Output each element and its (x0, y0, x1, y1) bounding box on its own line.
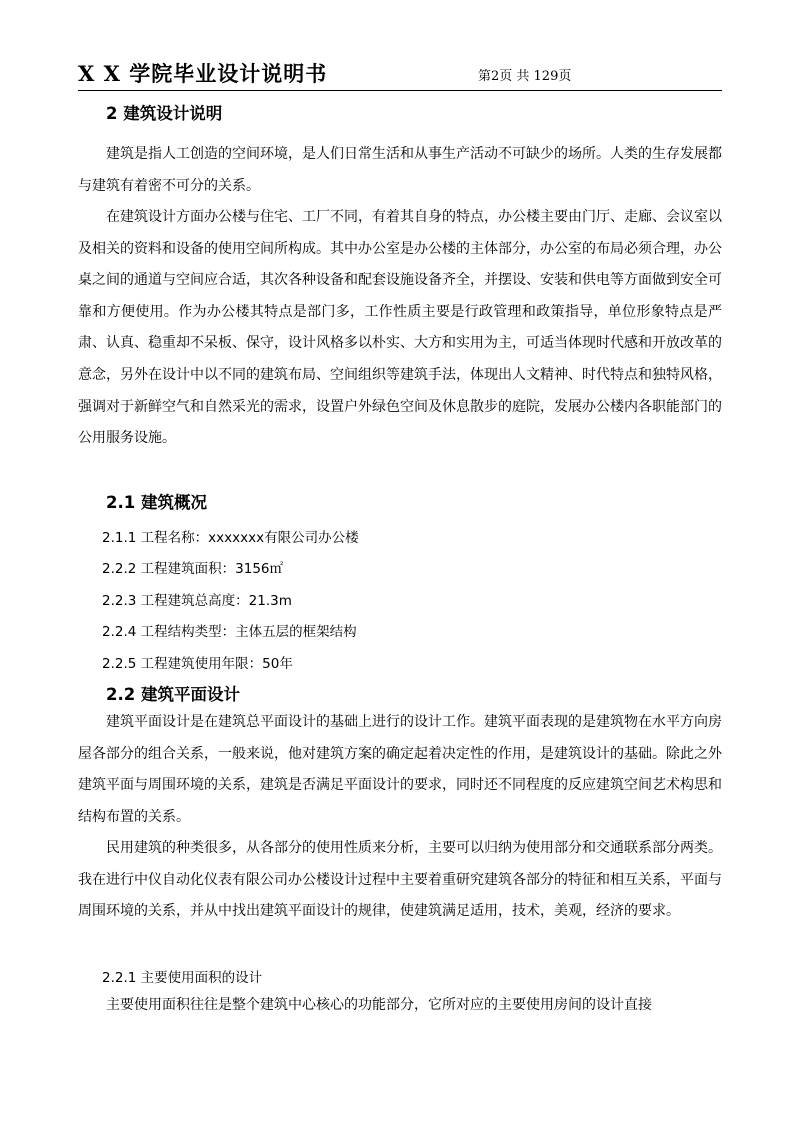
header-page-info: 第2页 共 129页 (478, 69, 572, 84)
item-2-2-2: 2.2.2 工程建筑面积：3156㎡ (102, 561, 283, 577)
item-2-2-5: 2.2.5 工程建筑使用年限：50年 (102, 656, 293, 672)
item-2-2-1: 2.2.1 主要使用面积的设计 (102, 970, 263, 986)
intro-paragraph-1: 建筑是指人工创造的空间环境，是人们日常生活和从事生产活动不可缺少的场所。人类的生存发展都与建筑有着密不可分的关系。 (78, 146, 722, 194)
header-title: X X 学院毕业设计说明书 (78, 61, 328, 86)
plan-paragraph-2: 民用建筑的种类很多，从各部分的使用性质来分析，主要可以归纳为使用部分和交通联系部分两类。我在进行中仪自动化仪表有限公司办公楼设计过程中主要着重研究建筑各部分的特征和相互关系，平面与周围环境的关系，并从中找出建筑平面设计的规律，使建筑满足适用，技术，美观，经济的要求。 (78, 840, 722, 920)
subsection-heading-2-2: 2.2 建筑平面设计 (106, 685, 240, 704)
item-2-2-4: 2.2.4 工程结构类型：主体五层的框架结构 (102, 624, 357, 640)
item-2-1-1: 2.1.1 工程名称：xxxxxxx有限公司办公楼 (102, 530, 359, 546)
intro-paragraph-2: 在建筑设计方面办公楼与住宅、工厂不同，有着其自身的特点，办公楼主要由门厅、走廊、会议室以及相关的资料和设备的使用空间所构成。其中办公室是办公楼的主体部分，办公室的布局必须合理，办公桌之间的通道与空间应合适，其次各种设备和配套设施设备齐全，并摆设、安装和供电等方面做到安全可靠和方便使用。作为办公楼其特点是部门多，工作性质主要是行政管理和政策指导，单位形象特点是严肃、认真、稳重却不呆板、保守，设计风格多以朴实、大方和实用为主，可适当体现时代感和开放改革的意念，另外在设计中以不同的建筑布局、空间组织等建筑手法，体现出人文精神、时代特点和独特风格，强调对于新鲜空气和自然采光的需求，设置户外绿色空间及休息散步的庭院，发展办公楼内各职能部门的公用服务设施。 (78, 209, 722, 447)
main-area-paragraph: 主要使用面积往往是整个建筑中心核心的功能部分，它所对应的主要使用房间的设计直接 (106, 997, 652, 1013)
plan-paragraph-1: 建筑平面设计是在建筑总平面设计的基础上进行的设计工作。建筑平面表现的是建筑物在水平方向房屋各部分的组合关系，一般来说，他对建筑方案的确定起着决定性的作用，是建筑设计的基础。除此之外建筑平面与周围环境的关系，建筑是否满足平面设计的要求，同时还不同程度的反应建筑空间艺术构思和结构布置的关系。 (78, 714, 722, 825)
page-header (78, 58, 722, 91)
subsection-heading-2-1: 2.1 建筑概况 (106, 493, 207, 512)
document-page (78, 0, 722, 1123)
section-heading: 2 建筑设计说明 (106, 104, 223, 123)
item-2-2-3: 2.2.3 工程建筑总高度：21.3m (102, 593, 292, 609)
